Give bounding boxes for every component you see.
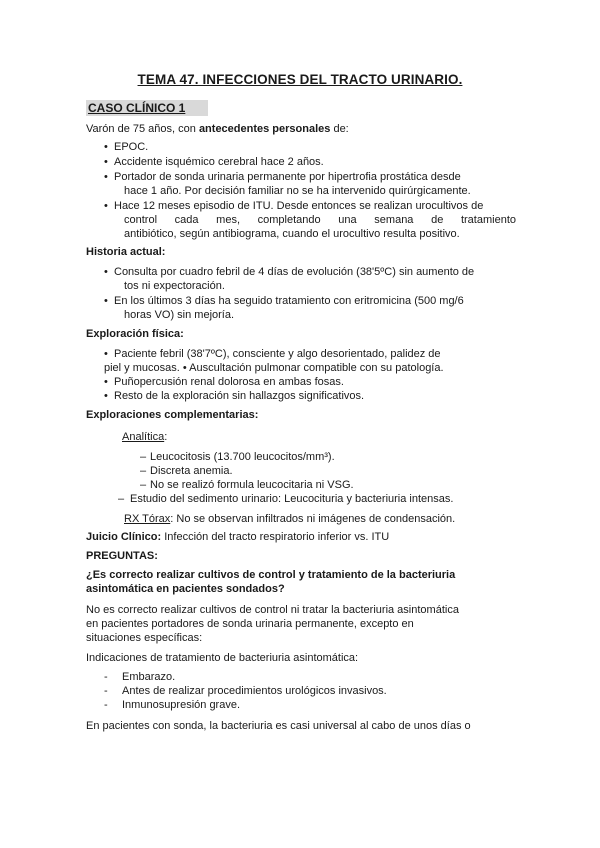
dash: - xyxy=(104,671,108,683)
dash: - xyxy=(104,685,108,697)
rx-text: : No se observan infiltrados ni imágenes de condensación. xyxy=(170,513,456,525)
list-item: Accidente isquémico cerebral hace 2 años. xyxy=(114,156,324,168)
rx-label: RX Tórax xyxy=(124,513,171,525)
dash: – xyxy=(140,479,147,491)
analitica-line xyxy=(122,430,167,444)
list-item: Portador de sonda urinaria permanente por hipertrofia prostática desde xyxy=(114,171,461,183)
question-line: asintomática en pacientes sondados? xyxy=(86,583,285,595)
list-item: Consulta por cuadro febril de 4 días de evolución (38'5ºC) sin aumento de xyxy=(114,266,475,278)
case-heading: CASO CLÍNICO 1 xyxy=(86,100,208,116)
complementarias-heading: Exploraciones complementarias: xyxy=(86,409,259,421)
bullet-dot: • xyxy=(104,200,108,212)
analitica-item: Discreta anemia. xyxy=(150,465,233,477)
bullet-dot: • xyxy=(104,348,108,360)
list-item: EPOC. xyxy=(114,141,149,153)
list-item-continued: horas VO) sin mejoría. xyxy=(124,309,235,321)
juicio-label: Juicio Clínico: xyxy=(86,531,162,543)
question-line: ¿Es correcto realizar cultivos de control y tratamiento de la bacteriuria xyxy=(86,569,456,581)
bullet-dot: • xyxy=(104,295,108,307)
bullet-dot: • xyxy=(104,266,108,278)
bullet-dot: • xyxy=(104,171,108,183)
intro-prefix: Varón de 75 años, con xyxy=(86,123,199,135)
indicacion-item: Inmunosupresión grave. xyxy=(122,699,241,711)
analitica-label: Analítica xyxy=(122,431,165,443)
dash: – xyxy=(140,465,147,477)
intro-line xyxy=(86,122,349,136)
list-item: Hace 12 meses episodio de ITU. Desde entonces se realizan urocultivos de xyxy=(114,200,484,212)
bullet-dot: • xyxy=(104,156,108,168)
preguntas-heading: PREGUNTAS: xyxy=(86,550,158,562)
bullet-dot: • xyxy=(104,376,108,388)
exploracion-heading: Exploración física: xyxy=(86,328,184,340)
list-item-continued: control cada mes, completando una semana de tratamiento xyxy=(124,214,516,226)
dash: – xyxy=(140,451,147,463)
juicio-line xyxy=(86,530,389,544)
last-line: En pacientes con sonda, la bacteriuria es casi universal al cabo de unos días o xyxy=(86,720,471,732)
answer-line: No es correcto realizar cultivos de control ni tratar la bacteriuria asintomática xyxy=(86,604,459,616)
list-item-continued: tos ni expectoración. xyxy=(124,280,225,292)
list-item-continued: antibiótico, según antibiograma, cuando el urocultivo resulta positivo. xyxy=(124,228,460,240)
dash: - xyxy=(104,699,108,711)
list-item: Paciente febril (38'7ºC), consciente y algo desorientado, palidez de xyxy=(114,348,441,360)
bullet-dot: • xyxy=(104,390,108,402)
indicacion-item: Antes de realizar procedimientos urológicos invasivos. xyxy=(122,685,387,697)
bullet-dot: • xyxy=(104,141,108,153)
list-item: Resto de la exploración sin hallazgos significativos. xyxy=(114,390,365,402)
analitica-item: No se realizó formula leucocitaria ni VSG. xyxy=(150,479,354,491)
historia-heading: Historia actual: xyxy=(86,246,166,258)
list-item-continued: hace 1 año. Por decisión familiar no se ha intervenido quirúrgicamente. xyxy=(124,185,471,197)
document-title: TEMA 47. INFECCIONES DEL TRACTO URINARIO. xyxy=(137,72,463,87)
list-item: Puñopercusión renal dolorosa en ambas fosas. xyxy=(114,376,344,388)
intro-bold: antecedentes personales xyxy=(198,123,331,135)
dash: – xyxy=(118,493,125,505)
analitica-colon: : xyxy=(164,431,168,443)
sedimento-line: Estudio del sedimento urinario: Leucocituria y bacteriuria intensas. xyxy=(130,493,454,505)
answer-line: situaciones específicas: xyxy=(86,632,203,644)
indicaciones-heading: Indicaciones de tratamiento de bacteriuria asintomática: xyxy=(86,652,359,664)
analitica-item: Leucocitosis (13.700 leucocitos/mm³). xyxy=(150,451,335,463)
answer-line: en pacientes portadores de sonda urinaria permanente, excepto en xyxy=(86,618,414,630)
list-item: En los últimos 3 días ha seguido tratamiento con eritromicina (500 mg/6 xyxy=(114,295,464,307)
intro-suffix: de: xyxy=(330,123,349,135)
juicio-text: Infección del tracto respiratorio inferior vs. ITU xyxy=(161,531,390,543)
rx-line xyxy=(124,512,455,526)
list-item-continued: piel y mucosas. • Auscultación pulmonar compatible con su patología. xyxy=(104,362,444,374)
indicacion-item: Embarazo. xyxy=(122,671,176,683)
